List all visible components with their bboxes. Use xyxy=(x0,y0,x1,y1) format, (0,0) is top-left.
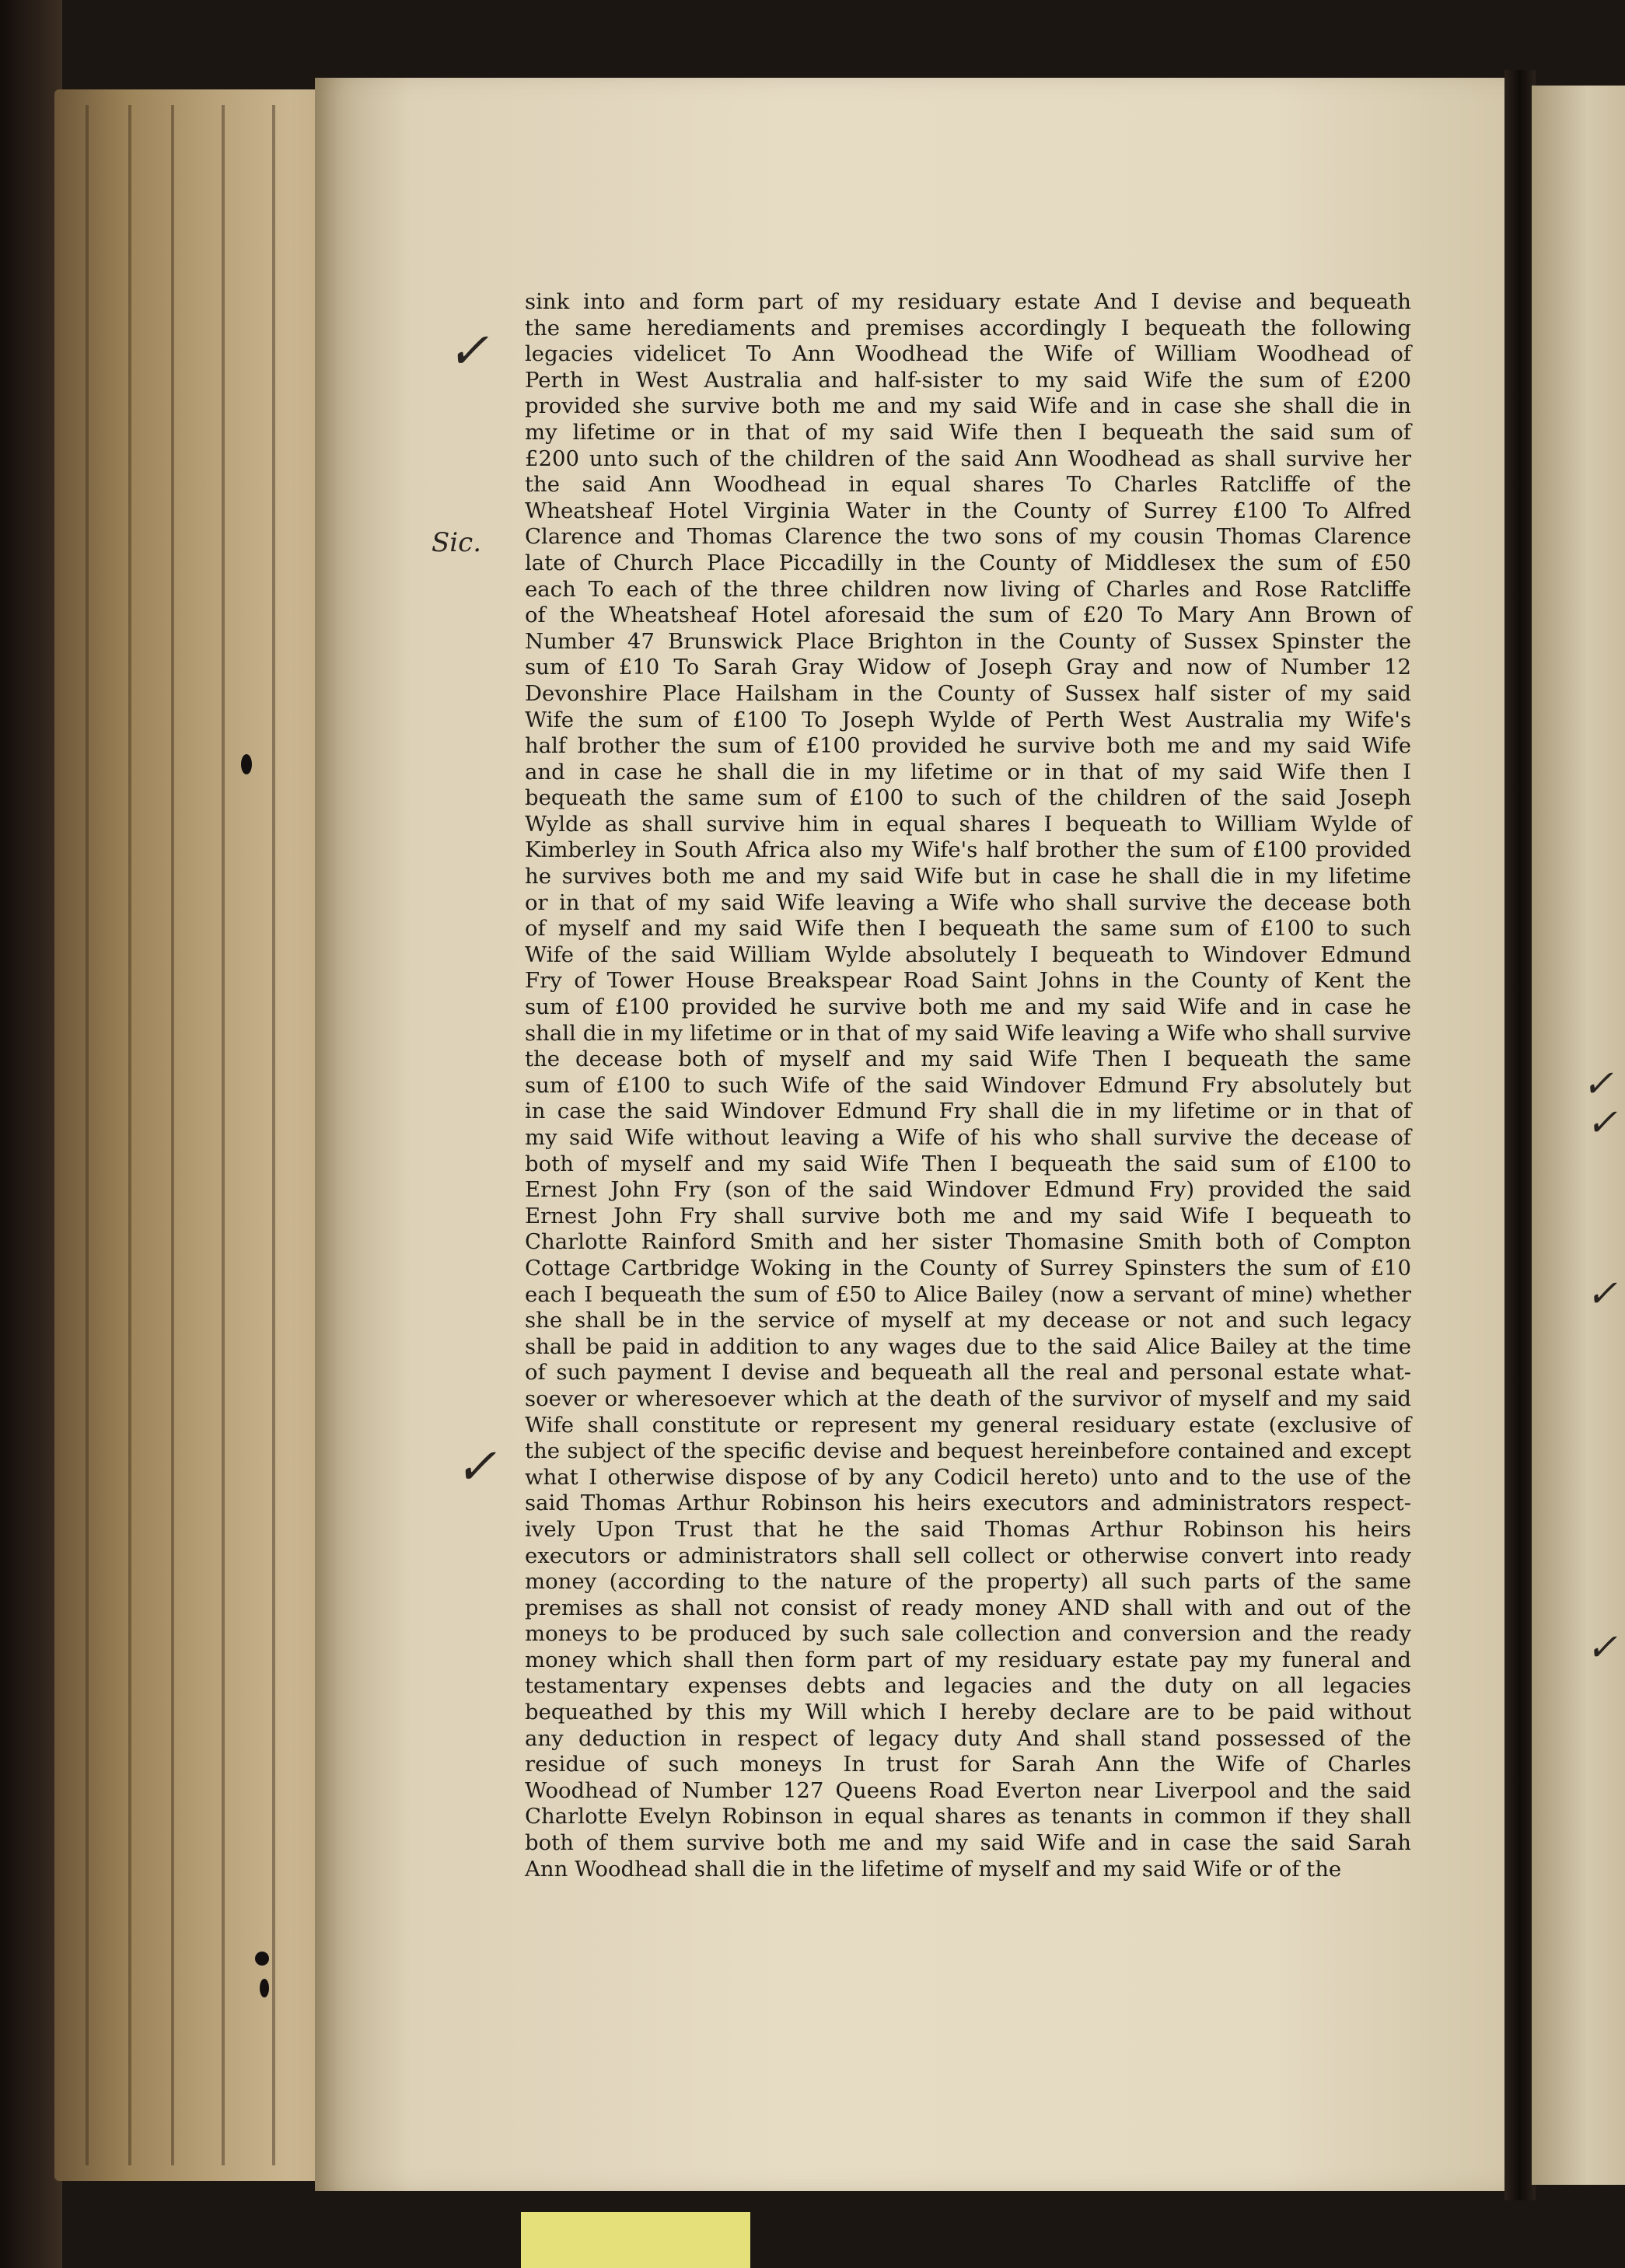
text-line: money (according to the nature of the property) all such parts of the same xyxy=(525,1569,1411,1595)
text-line: Wife of the said William Wylde absolutely I bequeath to Windover Edmund xyxy=(525,942,1411,967)
text-line: £200 unto such of the children of the said Ann Woodhead as shall survive her xyxy=(525,446,1411,471)
text-line: Wylde as shall survive him in equal shares I bequeath to William Wylde of xyxy=(525,811,1411,837)
text-line: half brother the sum of £100 provided he survive both me and my said Wife xyxy=(525,733,1411,759)
ink-spot xyxy=(241,754,252,774)
page-edge xyxy=(272,105,275,2165)
text-line: or in that of my said Wife leaving a Wife who shall survive the decease both xyxy=(525,889,1411,915)
text-line: shall be paid in addition to any wages due to the said Alice Bailey at the time xyxy=(525,1333,1411,1359)
text-line: money which shall then form part of my residuary estate pay my funeral and xyxy=(525,1647,1411,1672)
text-line: Fry of Tower House Breakspear Road Saint Johns in the County of Kent the xyxy=(525,968,1411,994)
check-mark: ✓ xyxy=(1586,1272,1618,1316)
text-line: each I bequeath the sum of £50 to Alice Bailey (now a servant of mine) whether xyxy=(525,1281,1411,1307)
check-mark: ✓ xyxy=(1582,1062,1614,1106)
text-line: both of myself and my said Wife Then I bequeath the said sum of £100 to xyxy=(525,1151,1411,1176)
text-line: any deduction in respect of legacy duty And shall stand possessed of the xyxy=(525,1725,1411,1751)
text-line: he survives both me and my said Wife but in case he shall die in my lifetime xyxy=(525,864,1411,889)
text-line: Ernest John Fry shall survive both me and my said Wife I bequeath to xyxy=(525,1203,1411,1228)
text-line: legacies videlicet To Ann Woodhead the Wife of William Woodhead of xyxy=(525,341,1411,367)
text-line: Wife shall constitute or represent my general residuary estate (exclusive of xyxy=(525,1412,1411,1438)
text-line: the subject of the specific devise and bequest hereinbefore contained and except xyxy=(525,1438,1411,1464)
text-line: premises as shall not consist of ready money AND shall with and out of the xyxy=(525,1595,1411,1620)
text-line: the decease both of myself and my said Wife Then I bequeath the same xyxy=(525,1047,1411,1072)
text-line: Wife the sum of £100 To Joseph Wylde of Perth West Australia my Wife's xyxy=(525,707,1411,732)
text-line: Woodhead of Number 127 Queens Road Everton near Liverpool and the said xyxy=(525,1777,1411,1803)
text-line: late of Church Place Piccadilly in the County of Middlesex the sum of £50 xyxy=(525,550,1411,575)
text-line: Wheatsheaf Hotel Virginia Water in the County of Surrey £100 To Alfred xyxy=(525,498,1411,523)
text-line: executors or administrators shall sell collect or otherwise convert into ready xyxy=(525,1543,1411,1568)
book-binding xyxy=(0,0,62,2268)
page-tab xyxy=(521,2212,750,2268)
text-line: Charlotte Evelyn Robinson in equal shares as tenants in common if they shall xyxy=(525,1804,1411,1829)
text-line: Charlotte Rainford Smith and her sister Thomasine Smith both of Compton xyxy=(525,1229,1411,1255)
text-line: Devonshire Place Hailsham in the County of Sussex half sister of my said xyxy=(525,680,1411,706)
text-line: Cottage Cartbridge Woking in the County of Surrey Spinsters the sum of £10 xyxy=(525,1255,1411,1281)
page-edge xyxy=(222,105,225,2165)
text-line: the same herediaments and premises accordingly I bequeath the following xyxy=(525,315,1411,341)
page-edge xyxy=(171,105,174,2165)
text-line: Perth in West Australia and half-sister to my said Wife the sum of £200 xyxy=(525,367,1411,393)
text-line: residue of such moneys In trust for Sarah Ann the Wife of Charles xyxy=(525,1752,1411,1777)
text-line: the said Ann Woodhead in equal shares To Charles Ratcliffe of the xyxy=(525,472,1411,498)
text-line: Ernest John Fry (son of the said Windover Edmund Fry) provided the said xyxy=(525,1177,1411,1203)
text-line: Kimberley in South Africa also my Wife's half brother the sum of £100 provided xyxy=(525,837,1411,863)
text-line: in case the said Windover Edmund Fry shall die in my lifetime or in that of xyxy=(525,1099,1411,1124)
text-line: bequeathed by this my Will which I hereby declare are to be paid without xyxy=(525,1700,1411,1725)
text-line: sum of £100 provided he survive both me and my said Wife and in case he xyxy=(525,994,1411,1020)
text-line: bequeath the same sum of £100 to such of the children of the said Joseph xyxy=(525,785,1411,811)
check-mark: ✓ xyxy=(455,1438,497,1496)
text-line: Ann Woodhead shall die in the lifetime of myself and my said Wife or of the xyxy=(525,1856,1342,1882)
text-line: soever or wheresoever which at the death of the survivor of myself and my said xyxy=(525,1386,1411,1411)
text-line: of such payment I devise and bequeath all the real and personal estate what- xyxy=(525,1360,1411,1386)
text-line: said Thomas Arthur Robinson his heirs executors and administrators respect- xyxy=(525,1490,1411,1516)
text-line: both of them survive both me and my said Wife and in case the said Sarah xyxy=(525,1830,1411,1856)
will-text xyxy=(525,289,1411,1882)
text-line: of myself and my said Wife then I bequeath the same sum of £100 to such xyxy=(525,916,1411,942)
ink-spot xyxy=(260,1979,269,1997)
text-line: shall die in my lifetime or in that of my said Wife leaving a Wife who shall survive xyxy=(525,1020,1411,1046)
text-line: moneys to be produced by such sale collection and conversion and the ready xyxy=(525,1621,1411,1647)
text-line: what I otherwise dispose of by any Codicil hereto) unto and to the use of the xyxy=(525,1464,1411,1490)
text-line: and in case he shall die in my lifetime or in that of my said Wife then I xyxy=(525,759,1411,785)
text-line: sum of £100 to such Wife of the said Windover Edmund Fry absolutely but xyxy=(525,1072,1411,1098)
text-line: she shall be in the service of myself at my decease or not and such legacy xyxy=(525,1308,1411,1333)
text-line: Clarence and Thomas Clarence the two sons of my cousin Thomas Clarence xyxy=(525,524,1411,550)
text-line: each To each of the three children now living of Charles and Rose Ratcliffe xyxy=(525,576,1411,602)
check-mark: ✓ xyxy=(1586,1626,1618,1669)
page-edge xyxy=(128,105,131,2165)
margin-note: Sic. xyxy=(432,527,482,558)
book-gutter xyxy=(1504,70,1536,2200)
text-line: ively Upon Trust that he the said Thomas Arthur Robinson his heirs xyxy=(525,1516,1411,1542)
text-line: Number 47 Brunswick Place Brighton in the County of Sussex Spinster the xyxy=(525,628,1411,654)
page-stack-left xyxy=(54,89,350,2181)
ink-spot xyxy=(255,1952,269,1966)
check-mark: ✓ xyxy=(1586,1101,1618,1144)
text-line: my lifetime or in that of my said Wife then I bequeath the said sum of xyxy=(525,419,1411,445)
text-line: my said Wife without leaving a Wife of his who shall survive the decease of xyxy=(525,1125,1411,1150)
text-line: of the Wheatsheaf Hotel aforesaid the sum of £20 To Mary Ann Brown of xyxy=(525,603,1411,628)
text-line: testamentary expenses debts and legacies and the duty on all legacies xyxy=(525,1673,1411,1699)
page-edge xyxy=(86,105,89,2165)
text-line: sink into and form part of my residuary estate And I devise and bequeath xyxy=(525,289,1411,314)
text-line: sum of £10 To Sarah Gray Widow of Joseph Gray and now of Number 12 xyxy=(525,655,1411,680)
check-mark: ✓ xyxy=(447,323,489,380)
text-line: provided she survive both me and my said Wife and in case she shall die in xyxy=(525,393,1411,419)
